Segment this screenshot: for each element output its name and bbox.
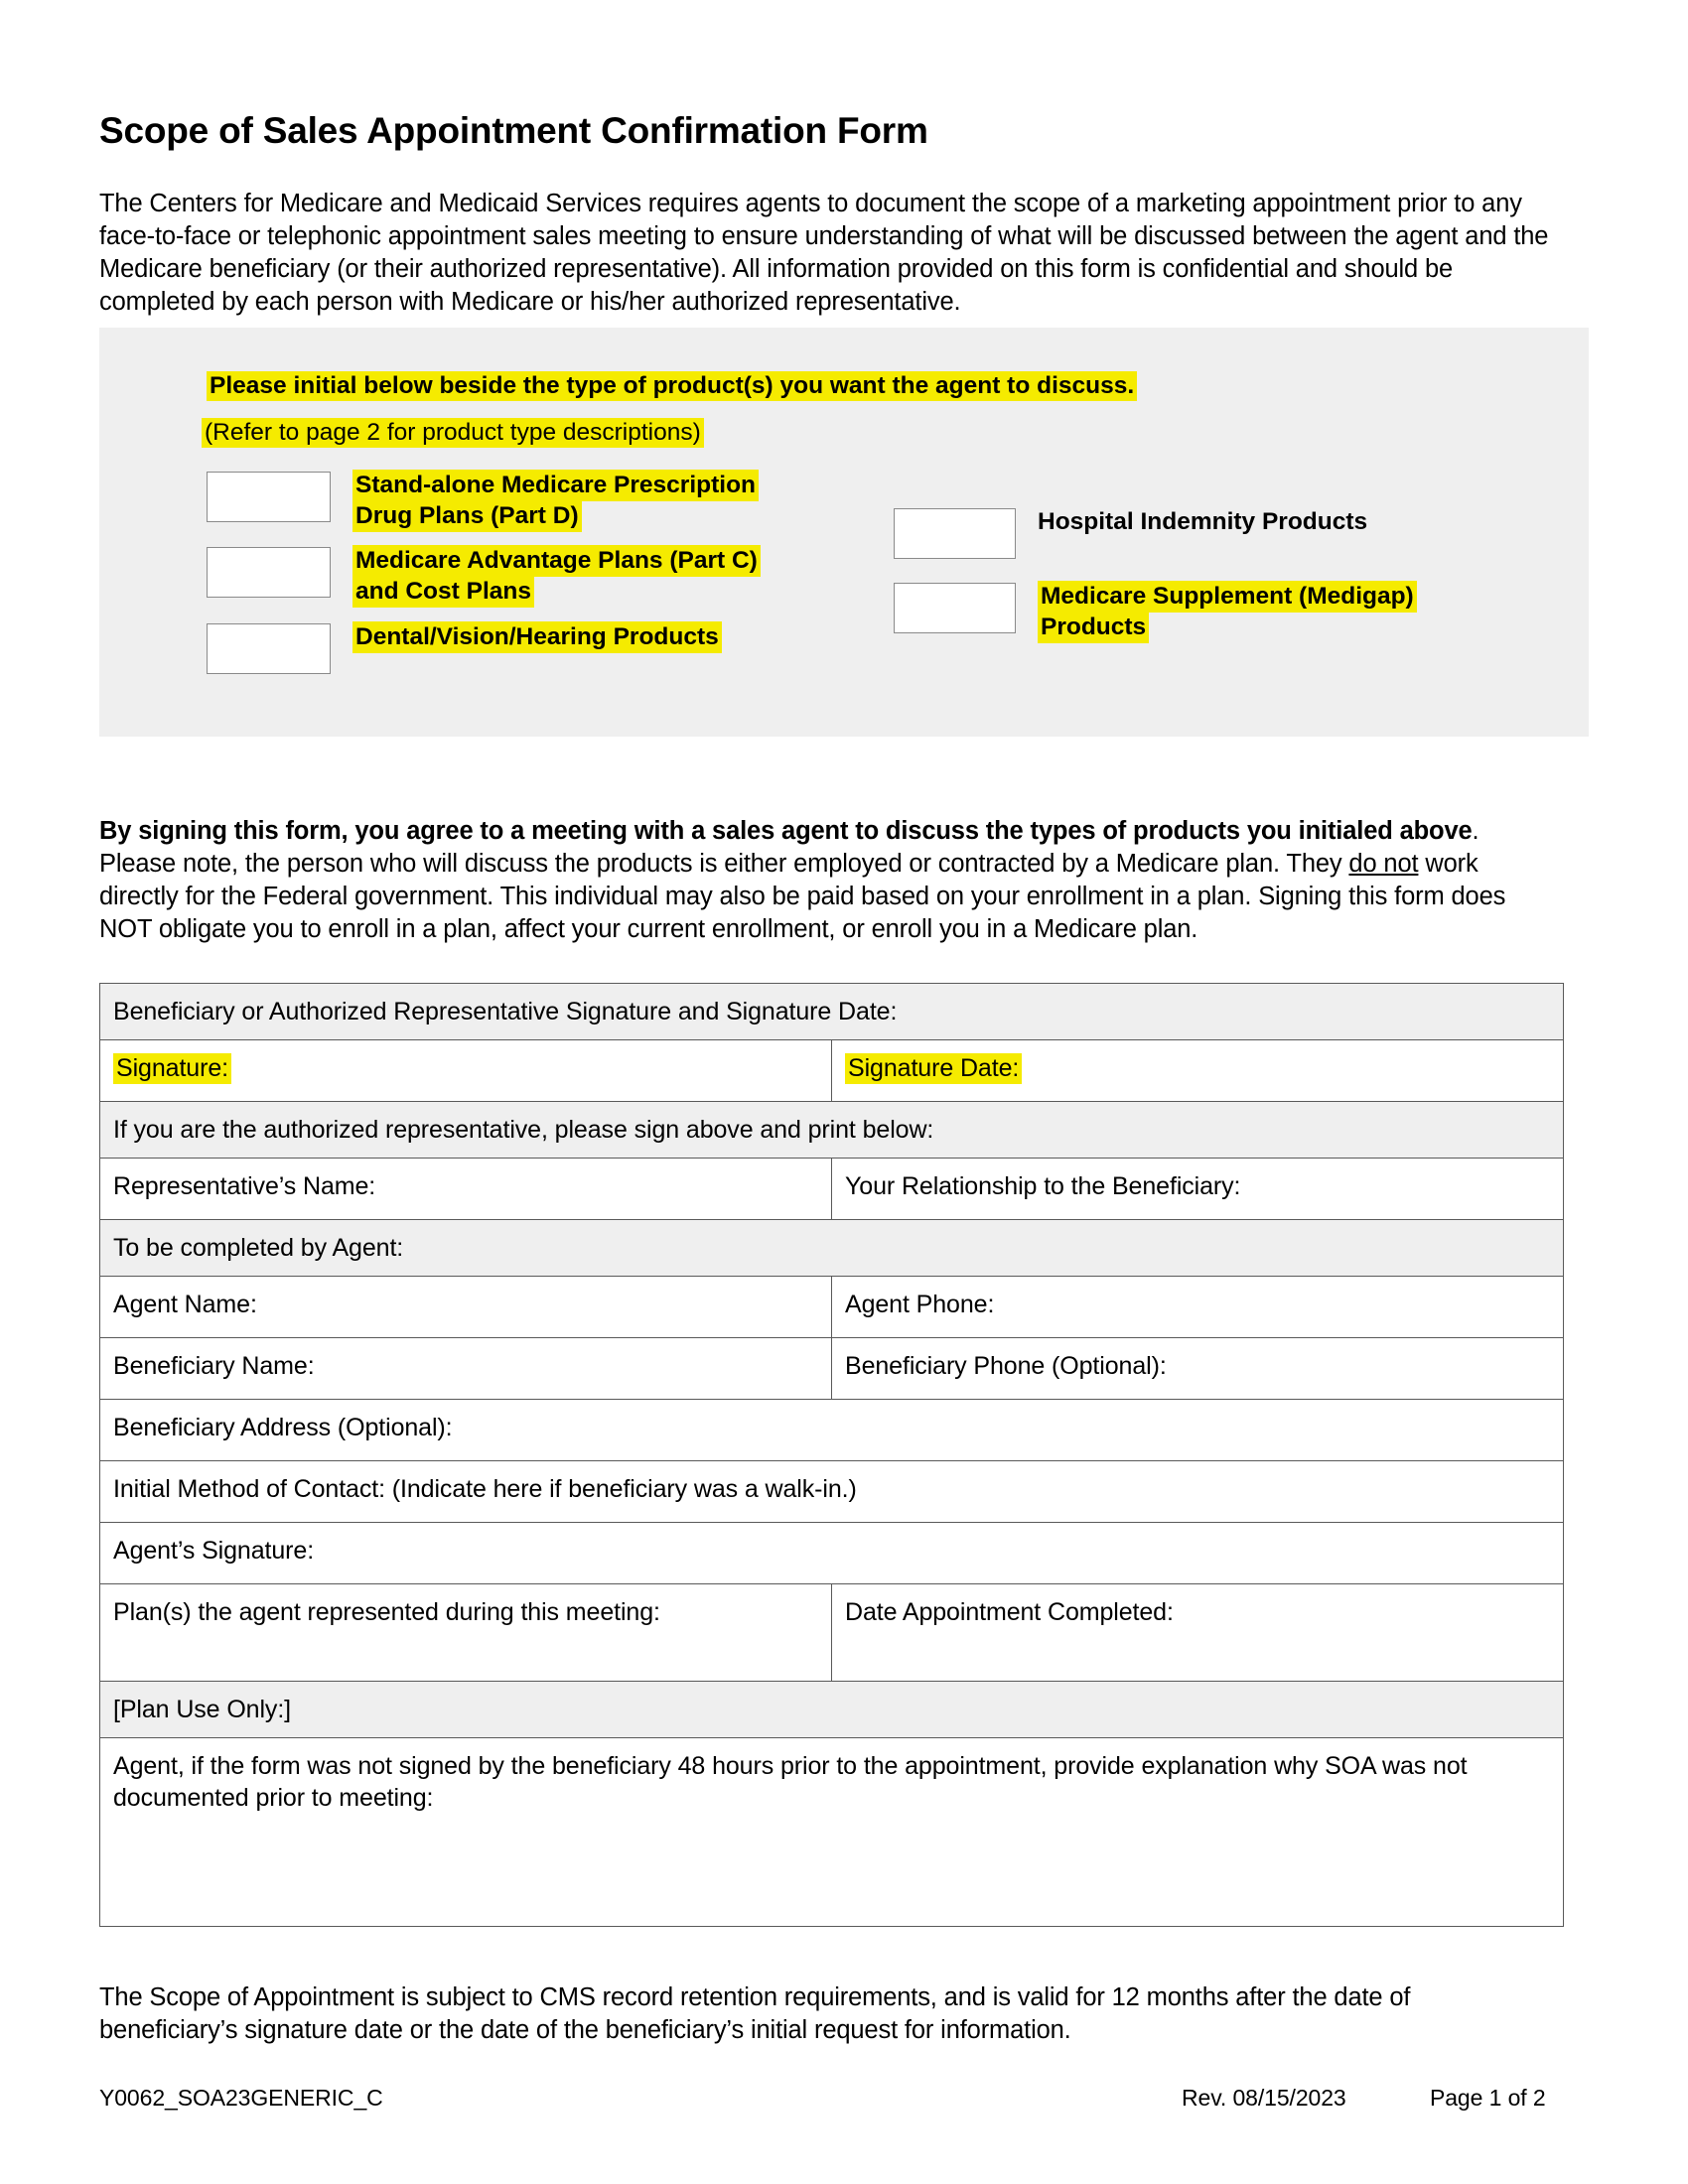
representative-name-cell[interactable]: Representative’s Name: xyxy=(100,1159,832,1220)
signature-cell[interactable] xyxy=(100,1040,832,1102)
intro-paragraph: The Centers for Medicare and Medicaid Services requires agents to document the scope of a marketing appointment prior to any face-to-face or telephonic appointment sales meeting to ensure understanding of what will be discussed between the agent and the Medicare beneficiary (or their authorized representative). All information provided on this form is confidential and should be completed by each person with Medicare or his/her authorized representative. xyxy=(99,189,1549,316)
table-row-agent-name xyxy=(100,1277,1564,1338)
table-row-plans-represented xyxy=(100,1584,1564,1682)
footer-form-id: Y0062_SOA23GENERIC_C xyxy=(99,2085,383,2111)
page-title: Scope of Sales Appointment Confirmation Form xyxy=(99,109,928,151)
product-column-right xyxy=(894,506,1509,664)
product-label-dental-vision-hearing xyxy=(352,621,722,653)
consent-bold-lead: By signing this form, you agree to a meeting with a sales agent to discuss the types of products you initialed above xyxy=(99,816,1473,845)
product-label-part-d-text: Stand-alone Medicare Prescription Drug Plans (Part D) xyxy=(352,470,759,532)
product-option-medigap[interactable] xyxy=(894,581,1509,642)
table-row-initial-contact xyxy=(100,1461,1564,1523)
signature-label: Signature: xyxy=(113,1053,231,1084)
signature-date-cell[interactable] xyxy=(832,1040,1564,1102)
consent-rest-part1: . Please note, the person who will discuss the products is either employed or contracted by a Medicare plan. They xyxy=(99,816,1479,878)
product-label-hospital-indemnity-text: Hospital Indemnity Products xyxy=(1038,508,1368,535)
product-option-dental-vision-hearing[interactable] xyxy=(207,621,832,674)
initial-input-dental-vision-hearing[interactable] xyxy=(207,623,331,674)
initial-instruction-secondary xyxy=(202,418,704,448)
beneficiary-section-header: Beneficiary or Authorized Representative Signature and Signature Date: xyxy=(100,984,1564,1040)
product-option-part-c[interactable] xyxy=(207,545,832,607)
representative-note: If you are the authorized representative, please sign above and print below: xyxy=(100,1102,1564,1159)
table-row-representative-name xyxy=(100,1159,1564,1220)
table-row-beneficiary-section-header xyxy=(100,984,1564,1040)
product-label-medigap xyxy=(1038,581,1484,642)
product-label-dental-vision-hearing-text: Dental/Vision/Hearing Products xyxy=(352,621,722,653)
table-row-beneficiary-name xyxy=(100,1338,1564,1400)
agent-name-cell[interactable]: Agent Name: xyxy=(100,1277,832,1338)
retention-note: The Scope of Appointment is subject to CMS record retention requirements, and is valid for 12 months after the date of beneficiary’s signature date or the date of the beneficiary’s initial request for information. xyxy=(99,1982,1411,2044)
initial-input-part-d[interactable] xyxy=(207,472,331,522)
agent-section-header: To be completed by Agent: xyxy=(100,1220,1564,1277)
relationship-cell[interactable]: Your Relationship to the Beneficiary: xyxy=(832,1159,1564,1220)
initial-contact-cell[interactable]: Initial Method of Contact: (Indicate here if beneficiary was a walk-in.) xyxy=(100,1461,1564,1523)
product-label-part-c xyxy=(352,545,799,607)
table-row-agent-signature xyxy=(100,1523,1564,1584)
date-completed-cell[interactable]: Date Appointment Completed: xyxy=(832,1584,1564,1682)
table-row-beneficiary-address xyxy=(100,1400,1564,1461)
table-row-representative-note xyxy=(100,1102,1564,1159)
initial-instruction-primary-text: Please initial below beside the type of product(s) you want the agent to discuss. xyxy=(207,371,1137,401)
product-option-hospital-indemnity[interactable] xyxy=(894,506,1509,559)
consent-rest-part2: work directly for the Federal government. This individual may also be paid based on your enrollment in a plan. Signing this form does NOT obligate you to enroll in a plan, affect your current enrollment, or enroll you in a Medicare plan. xyxy=(99,849,1506,943)
footer-revision-date: Rev. 08/15/2023 xyxy=(1182,2085,1346,2111)
initial-instruction-secondary-text: (Refer to page 2 for product type descriptions) xyxy=(202,418,704,448)
beneficiary-address-cell[interactable]: Beneficiary Address (Optional): xyxy=(100,1400,1564,1461)
initial-input-part-c[interactable] xyxy=(207,547,331,598)
table-row-agent-section-header xyxy=(100,1220,1564,1277)
plans-represented-cell[interactable]: Plan(s) the agent represented during this meeting: xyxy=(100,1584,832,1682)
initial-input-medigap[interactable] xyxy=(894,583,1016,633)
table-row-signature xyxy=(100,1040,1564,1102)
consent-paragraph xyxy=(99,815,1539,946)
product-label-part-c-text: Medicare Advantage Plans (Part C) and Cost Plans xyxy=(352,545,761,608)
beneficiary-name-cell[interactable]: Beneficiary Name: xyxy=(100,1338,832,1400)
product-label-medigap-text: Medicare Supplement (Medigap) Products xyxy=(1038,581,1417,643)
initial-input-hospital-indemnity[interactable] xyxy=(894,508,1016,559)
product-selection-panel xyxy=(99,328,1589,737)
agent-signature-cell[interactable]: Agent’s Signature: xyxy=(100,1523,1564,1584)
footer-page-number: Page 1 of 2 xyxy=(1430,2085,1546,2111)
signature-date-label: Signature Date: xyxy=(845,1053,1022,1084)
product-label-part-d xyxy=(352,470,799,531)
product-column-left xyxy=(207,470,832,688)
product-label-hospital-indemnity xyxy=(1038,506,1367,538)
initial-instruction-primary xyxy=(207,371,1137,401)
beneficiary-phone-cell[interactable]: Beneficiary Phone (Optional): xyxy=(832,1338,1564,1400)
agent-phone-cell[interactable]: Agent Phone: xyxy=(832,1277,1564,1338)
table-row-plan-use-only xyxy=(100,1682,1564,1738)
explanation-cell[interactable]: Agent, if the form was not signed by the beneficiary 48 hours prior to the appointment, provide explanation why SOA was not documented prior to meeting: xyxy=(100,1738,1564,1927)
table-row-explanation xyxy=(100,1738,1564,1927)
product-option-part-d[interactable] xyxy=(207,470,832,531)
signature-form-table xyxy=(99,983,1564,1927)
plan-use-only-label: [Plan Use Only:] xyxy=(100,1682,1564,1738)
consent-underlined-do-not: do not xyxy=(1348,849,1419,878)
